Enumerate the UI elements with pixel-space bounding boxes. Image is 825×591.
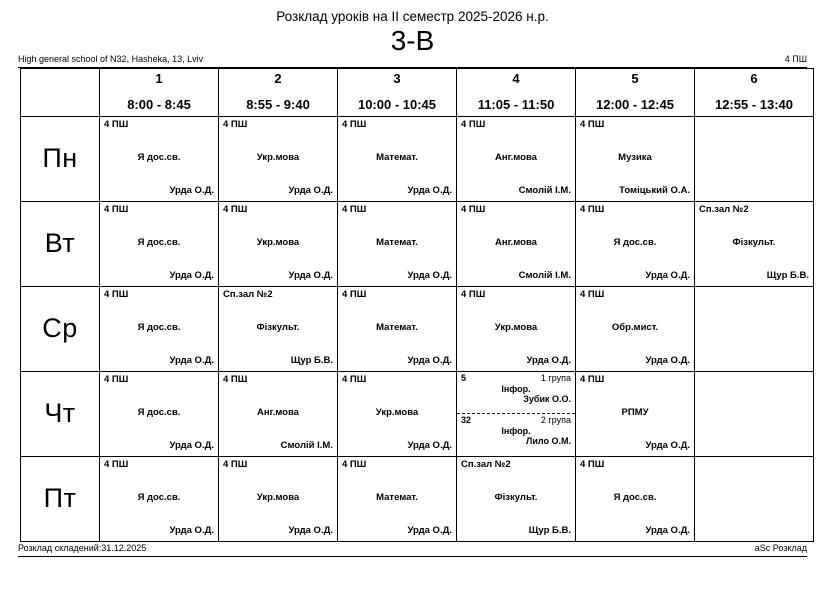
group-label: 2 група (540, 414, 571, 425)
lesson-teacher: Урда О.Д. (407, 524, 452, 536)
lesson-subject: Я дос.св. (613, 491, 657, 503)
lesson-subject: Я дос.св. (137, 151, 181, 163)
lesson-room: 4 ПШ (342, 288, 367, 300)
lesson-cell (457, 201, 576, 286)
lesson-subject: Музика (618, 151, 652, 163)
lesson-cell (338, 456, 457, 541)
period-time: 8:00 - 8:45 (127, 96, 191, 112)
period-time: 10:00 - 10:45 (357, 96, 437, 112)
lesson-subject: Я дос.св. (137, 236, 181, 248)
lesson-cell (457, 456, 576, 541)
class-name: 3-В (390, 24, 435, 56)
lesson-cell (100, 201, 219, 286)
lesson-subject: Укр.мова (256, 151, 300, 163)
lesson-teacher: Щур Б.В. (528, 524, 571, 536)
lesson-room: 5 (461, 372, 467, 383)
period-number: 6 (750, 70, 758, 86)
lesson-subject: Математ. (376, 321, 418, 333)
day-label: Чт (21, 371, 100, 456)
lesson-cell (338, 371, 457, 456)
day-row-fri (21, 456, 814, 541)
lesson-teacher: Урда О.Д. (169, 439, 214, 451)
page-footer (18, 542, 807, 557)
day-row-mon (21, 116, 814, 201)
lesson-cell (100, 456, 219, 541)
day-label: Вт (21, 201, 100, 286)
lesson-teacher: Урда О.Д. (645, 439, 690, 451)
lesson-teacher: Урда О.Д. (169, 524, 214, 536)
lesson-cell (219, 116, 338, 201)
empty-lesson-cell (695, 286, 814, 371)
lesson-subject: Я дос.св. (137, 491, 181, 503)
lesson-subject: Укр.мова (375, 406, 419, 418)
split-group-1 (457, 372, 575, 414)
lesson-room: 4 ПШ (580, 288, 605, 300)
lesson-teacher: Урда О.Д. (407, 354, 452, 366)
lesson-room: Сп.зал №2 (461, 458, 511, 470)
lesson-room: Сп.зал №2 (699, 203, 749, 215)
timetable (20, 68, 814, 542)
lesson-cell (576, 371, 695, 456)
footer-brand: aSc Розклад (754, 542, 807, 553)
lesson-cell (338, 201, 457, 286)
lesson-subject: РПМУ (621, 406, 649, 418)
lesson-room: 4 ПШ (580, 203, 605, 215)
lesson-teacher: Урда О.Д. (288, 269, 333, 281)
period-number: 4 (512, 70, 520, 86)
day-label: Пн (21, 116, 100, 201)
lesson-cell (338, 286, 457, 371)
lesson-subject: Фізкульт. (494, 491, 538, 503)
lesson-cell (100, 116, 219, 201)
lesson-subject: Я дос.св. (137, 406, 181, 418)
split-lesson-cell (457, 371, 576, 456)
lesson-cell (576, 286, 695, 371)
lesson-subject: Укр.мова (256, 236, 300, 248)
lesson-room: 4 ПШ (223, 203, 248, 215)
lesson-room: 4 ПШ (223, 373, 248, 385)
lesson-room: 4 ПШ (104, 373, 129, 385)
lesson-subject: Укр.мова (494, 321, 538, 333)
lesson-room: Сп.зал №2 (223, 288, 273, 300)
lesson-teacher: Лило О.М. (526, 436, 571, 447)
period-header-2 (219, 68, 338, 116)
period-header-5 (576, 68, 695, 116)
lesson-room: 32 (461, 414, 472, 425)
lesson-room: 4 ПШ (342, 203, 367, 215)
lesson-room: 4 ПШ (342, 458, 367, 470)
lesson-teacher: Урда О.Д. (407, 184, 452, 196)
lesson-room: 4 ПШ (461, 288, 486, 300)
day-row-tue (21, 201, 814, 286)
lesson-subject: Фізкульт. (732, 236, 776, 248)
lesson-room: 4 ПШ (342, 373, 367, 385)
lesson-teacher: Урда О.Д. (407, 439, 452, 451)
lesson-subject: Інфор. (501, 425, 531, 436)
lesson-cell (457, 116, 576, 201)
lesson-room: 4 ПШ (342, 118, 367, 130)
lesson-teacher: Урда О.Д. (169, 354, 214, 366)
lesson-teacher: Щур Б.В. (290, 354, 333, 366)
period-time: 12:00 - 12:45 (595, 96, 675, 112)
day-label: Пт (21, 456, 100, 541)
lesson-teacher: Урда О.Д. (288, 524, 333, 536)
lesson-cell (457, 286, 576, 371)
lesson-subject: Укр.мова (256, 491, 300, 503)
period-time: 11:05 - 11:50 (477, 96, 555, 112)
lesson-teacher: Урда О.Д. (169, 184, 214, 196)
lesson-room: 4 ПШ (461, 118, 486, 130)
lesson-room: 4 ПШ (104, 288, 129, 300)
lesson-room: 4 ПШ (461, 203, 486, 215)
lesson-cell (576, 201, 695, 286)
lesson-room: 4 ПШ (223, 118, 248, 130)
empty-lesson-cell (695, 116, 814, 201)
lesson-teacher: Смолій І.М. (518, 269, 571, 281)
day-row-wed (21, 286, 814, 371)
day-label: Ср (21, 286, 100, 371)
lesson-subject: Анг.мова (257, 406, 299, 418)
lesson-teacher: Урда О.Д. (645, 524, 690, 536)
lesson-room: 4 ПШ (104, 458, 129, 470)
lesson-cell (219, 201, 338, 286)
lesson-cell (219, 371, 338, 456)
lesson-subject: Фізкульт. (256, 321, 300, 333)
lesson-room: 4 ПШ (580, 118, 605, 130)
lesson-subject: Математ. (376, 236, 418, 248)
home-room-label: 4 ПШ (784, 53, 807, 64)
footer-created-date: Розклад складений:31.12.2025 (18, 542, 147, 553)
period-time: 12:55 - 13:40 (714, 96, 794, 112)
lesson-cell (100, 286, 219, 371)
period-header-4 (457, 68, 576, 116)
lesson-teacher: Смолій І.М. (280, 439, 333, 451)
page-title: Розклад уроків на II семестр 2025-2026 н.р. (276, 9, 549, 24)
header-info (18, 55, 807, 68)
lesson-teacher: Урда О.Д. (288, 184, 333, 196)
lesson-subject: Обр.мист. (611, 321, 659, 333)
period-header-6 (695, 68, 814, 116)
lesson-room: 4 ПШ (104, 118, 129, 130)
lesson-cell (219, 456, 338, 541)
period-header-row (21, 68, 814, 116)
period-header-1 (100, 68, 219, 116)
lesson-subject: Математ. (376, 151, 418, 163)
day-row-thu (21, 371, 814, 456)
lesson-cell (576, 116, 695, 201)
period-number: 3 (393, 70, 401, 86)
lesson-subject: Анг.мова (495, 151, 537, 163)
lesson-cell (100, 371, 219, 456)
lesson-room: 4 ПШ (580, 373, 605, 385)
empty-lesson-cell (695, 371, 814, 456)
period-header-3 (338, 68, 457, 116)
group-label: 1 група (540, 372, 571, 383)
lesson-teacher: Томіцький О.А. (619, 184, 690, 196)
corner-cell (21, 68, 100, 116)
lesson-room: 4 ПШ (580, 458, 605, 470)
period-number: 1 (155, 70, 163, 86)
lesson-cell (219, 286, 338, 371)
lesson-subject: Математ. (376, 491, 418, 503)
lesson-teacher: Зубик О.О. (523, 394, 571, 405)
lesson-subject: Я дос.св. (613, 236, 657, 248)
split-group-2 (457, 414, 575, 456)
period-number: 2 (274, 70, 282, 86)
empty-lesson-cell (695, 456, 814, 541)
lesson-subject: Анг.мова (495, 236, 537, 248)
lesson-teacher: Щур Б.В. (766, 269, 809, 281)
lesson-cell (695, 201, 814, 286)
lesson-cell (338, 116, 457, 201)
lesson-subject: Я дос.св. (137, 321, 181, 333)
school-name: High general school of N32, Hasheka, 13, Lviv (18, 53, 204, 64)
lesson-teacher: Урда О.Д. (169, 269, 214, 281)
lesson-teacher: Смолій І.М. (518, 184, 571, 196)
lesson-teacher: Урда О.Д. (645, 269, 690, 281)
lesson-teacher: Урда О.Д. (407, 269, 452, 281)
lesson-subject: Інфор. (501, 383, 531, 394)
period-number: 5 (631, 70, 639, 86)
lesson-room: 4 ПШ (223, 458, 248, 470)
lesson-room: 4 ПШ (104, 203, 129, 215)
period-time: 8:55 - 9:40 (246, 96, 310, 112)
lesson-teacher: Урда О.Д. (645, 354, 690, 366)
lesson-teacher: Урда О.Д. (526, 354, 571, 366)
lesson-cell (576, 456, 695, 541)
